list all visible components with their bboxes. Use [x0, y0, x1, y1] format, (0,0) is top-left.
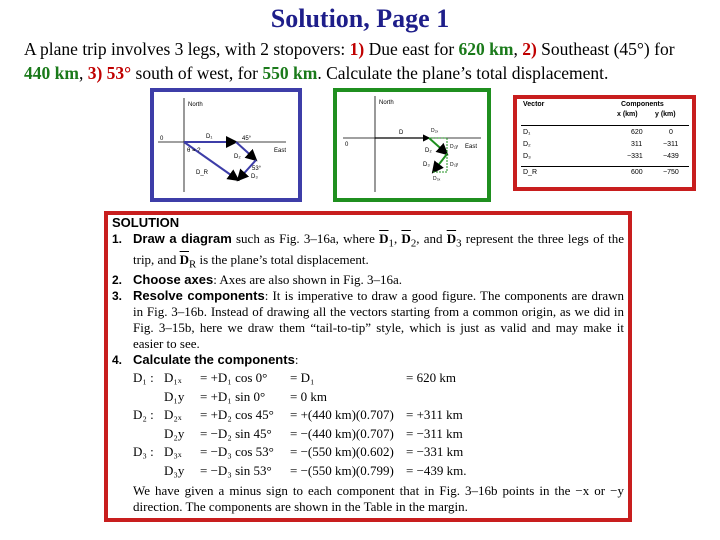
equation-row: D₂y = −D₂ sin 45° = −(440 km)(0.707) = −311 km	[164, 425, 463, 441]
origin-label: 0	[345, 142, 349, 148]
figure-components-diagram	[333, 88, 491, 202]
equation-row: D₃ : D₃ₓ = −D₃ cos 53° = −(550 km)(0.602) = −331 km	[133, 444, 464, 460]
d3y-label: D₃y	[450, 162, 459, 168]
table-row: D₁ 620 0	[523, 129, 673, 136]
north-label: North	[188, 102, 203, 108]
solution-panel	[104, 211, 632, 522]
equation-row: D₁ : D₁ₓ = +D₁ cos 0° = D₁ = 620 km	[133, 370, 456, 386]
solution-heading: SOLUTION	[112, 215, 180, 230]
figure-vector-diagram	[150, 88, 302, 202]
dr-label: D_R	[196, 170, 209, 176]
col-components: Components	[621, 101, 664, 108]
table-row: D₂ 311 −311	[523, 141, 679, 148]
equation-row: D₁y = +D₁ sin 0° = 0 km	[164, 388, 327, 404]
d3-label: D₃	[251, 174, 258, 180]
d2y-label: D₂y	[450, 144, 459, 150]
equation-row: D₂ : D₂ₓ = +D₂ cos 45° = +(440 km)(0.707) = +311 km	[133, 407, 463, 423]
equations	[112, 370, 624, 481]
step-4: 4. Calculate the components:	[112, 352, 299, 368]
equation-row: D₃y = −D₃ sin 53° = −(550 km)(0.799) = −439 km.	[164, 462, 467, 478]
origin-label: 0	[160, 136, 164, 142]
d3-label: D₃	[423, 162, 430, 168]
theta-label: θ = ?	[187, 148, 201, 154]
d1-label: D	[399, 130, 404, 136]
north-label: North	[379, 100, 394, 106]
table-row: D_R 600 −750	[523, 169, 679, 176]
angle-53-label: 53°	[252, 166, 262, 172]
east-label: East	[465, 144, 478, 150]
step-3: 3. Resolve components: It is imperative to draw a good figure. The components are drawn in Fig. 3–16b. Instead of drawing all the vectors starting from a common origin, as we did in Fig. 3–15b, here we draw them “tail-to-tip” style, which is just as valid and may make it easier to see.	[112, 288, 624, 352]
east-label: East	[274, 148, 287, 154]
components-table	[513, 95, 696, 191]
vector-d3	[433, 154, 447, 172]
d3x-label: D₃ₓ	[433, 176, 441, 182]
page-title: Solution, Page 1	[270, 4, 450, 33]
d2-label: D₂	[425, 148, 432, 154]
table-row: D₃ −331 −439	[523, 153, 679, 160]
step-1: 1. Draw a diagram such as Fig. 3–16a, where $\overline{D}_1$, $\overline{D}_2$, and $\overline{D}_3$ represent the three legs of the trip, and $\overline{D}_R$ is the plane’s total displacement.	[112, 231, 624, 271]
d1-label: D₁	[206, 134, 213, 140]
vector-d2	[429, 138, 447, 154]
angle-45-label: 45°	[242, 136, 252, 142]
d2x-label: D₂ₓ	[431, 128, 439, 134]
step-2: 2. Choose axes: Axes are also shown in Fig. 3–16a.	[112, 272, 403, 288]
col-vector: Vector	[523, 101, 545, 108]
problem-statement: A plane trip involves 3 legs, with 2 stopovers: 1) Due east for 620 km, 2) Southeast (45°) for 440 km, 3) 53° south of west, for 550 km. Calculate the plane’s total displacement.	[24, 39, 675, 83]
col-y: y (km)	[655, 111, 676, 118]
d2-label: D₂	[234, 154, 241, 160]
sign-note: We have given a minus sign to each component that in Fig. 3–16b points in the −x or −y direction. The components are shown in the Table in the margin.	[133, 483, 624, 515]
col-x: x (km)	[617, 111, 638, 118]
